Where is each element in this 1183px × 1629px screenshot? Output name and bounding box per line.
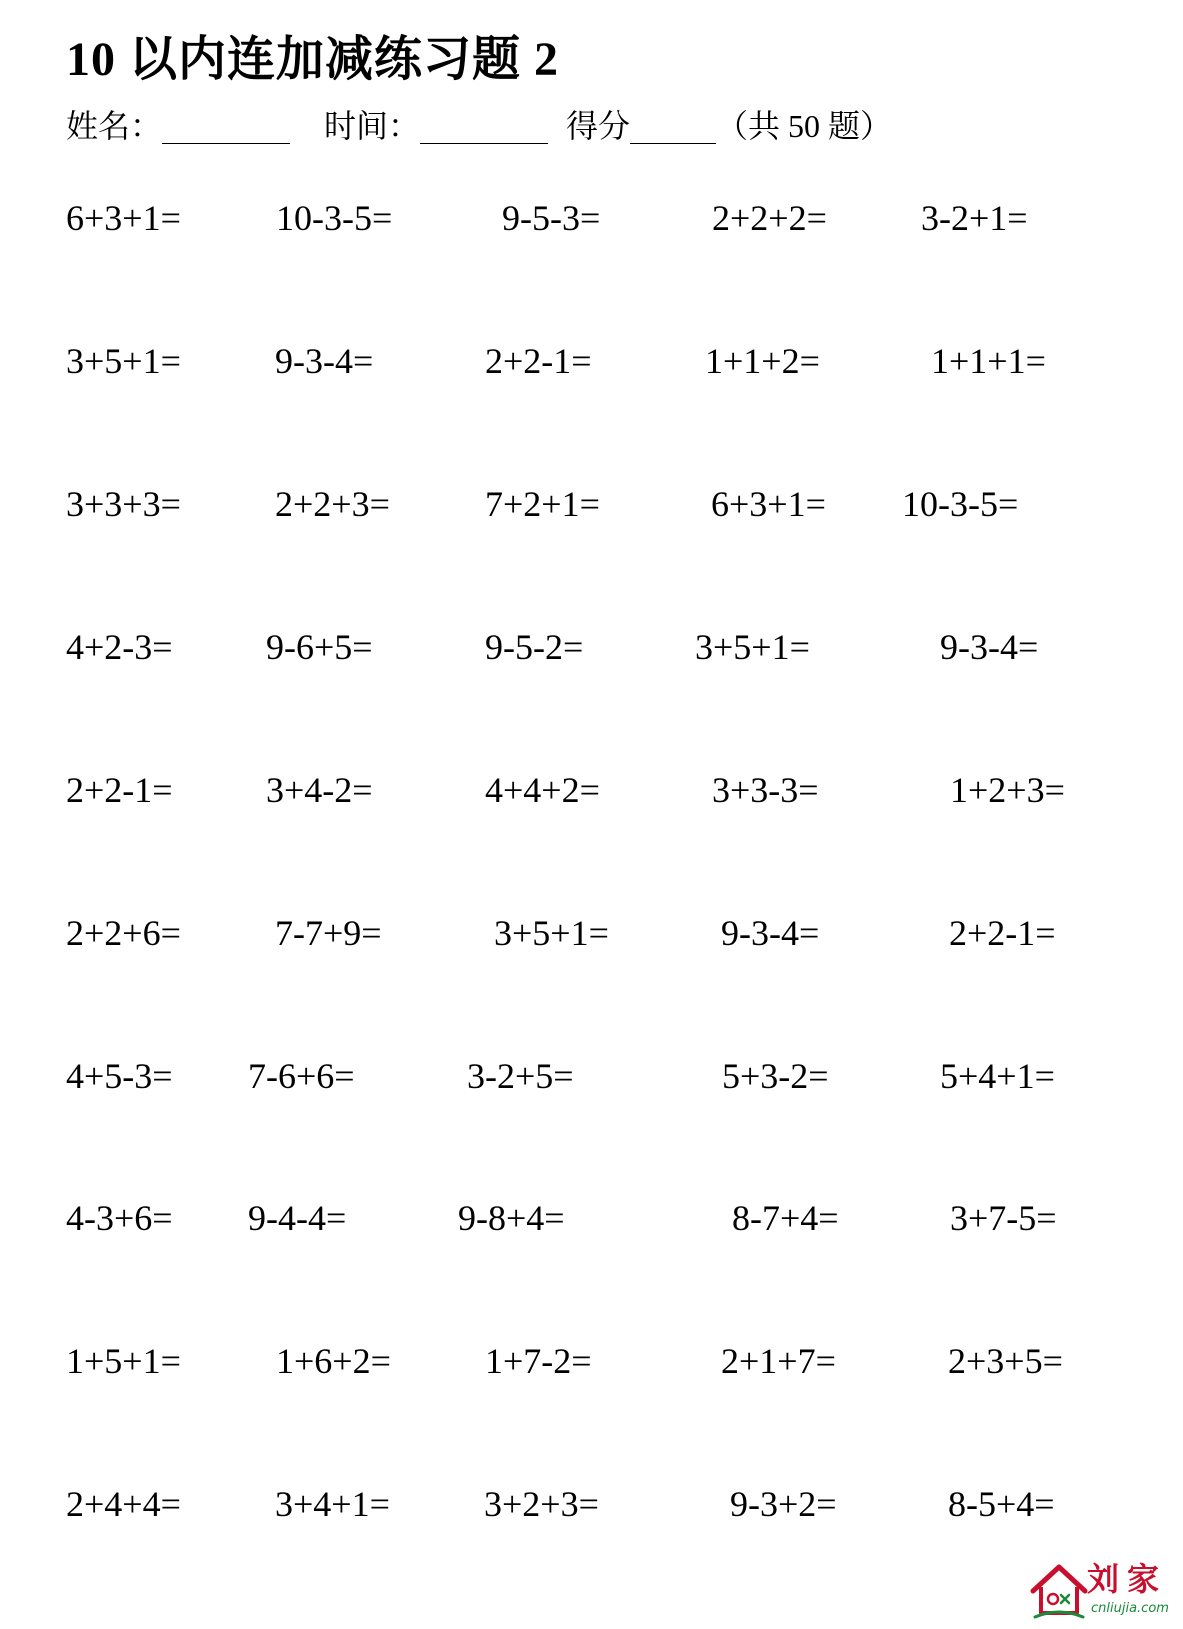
problem-row — [0, 479, 1183, 529]
problem: 3+3-3= — [712, 770, 819, 810]
problem: 1+7-2= — [485, 1341, 592, 1381]
problem: 7+2+1= — [485, 484, 600, 524]
problem: 3+5+1= — [494, 913, 609, 953]
problem: 9-3-4= — [940, 627, 1039, 667]
problem: 10-3-5= — [276, 198, 393, 238]
problem: 6+3+1= — [66, 198, 181, 238]
house-icon — [1029, 1561, 1089, 1623]
problem: 9-8+4= — [458, 1198, 565, 1238]
problem-row — [0, 622, 1183, 672]
problem: 3+4+1= — [275, 1484, 390, 1524]
problem-row — [0, 1479, 1183, 1529]
problem: 4+2-3= — [66, 627, 173, 667]
problem: 1+1+1= — [931, 341, 1046, 381]
problem-row — [0, 193, 1183, 243]
problem: 3+4-2= — [266, 770, 373, 810]
site-logo — [1029, 1559, 1179, 1625]
problem: 6+3+1= — [711, 484, 826, 524]
problem: 3-2+1= — [921, 198, 1028, 238]
problem-row — [0, 765, 1183, 815]
time-label: 时间： — [324, 108, 421, 144]
problem: 10-3-5= — [902, 484, 1019, 524]
problem: 4+5-3= — [66, 1056, 173, 1096]
problem: 9-5-3= — [502, 198, 601, 238]
problem: 3-2+5= — [467, 1056, 574, 1096]
problem: 9-3+2= — [730, 1484, 837, 1524]
problem: 5+4+1= — [940, 1056, 1055, 1096]
problem: 2+1+7= — [721, 1341, 836, 1381]
problem: 2+4+4= — [66, 1484, 181, 1524]
problem: 1+6+2= — [276, 1341, 391, 1381]
problem: 9-5-2= — [485, 627, 584, 667]
problem: 3+3+3= — [66, 484, 181, 524]
problem: 9-3-4= — [275, 341, 374, 381]
score-label: 得分 — [566, 108, 631, 144]
problem: 7-7+9= — [275, 913, 382, 953]
problem-row — [0, 908, 1183, 958]
problem: 3+5+1= — [695, 627, 810, 667]
total-label: （共 50 题） — [716, 108, 893, 144]
problem: 3+7-5= — [950, 1198, 1057, 1238]
problem: 2+2-1= — [949, 913, 1056, 953]
problem: 2+2+2= — [712, 198, 827, 238]
problem: 9-3-4= — [721, 913, 820, 953]
problem: 1+5+1= — [66, 1341, 181, 1381]
problem-row — [0, 1193, 1183, 1243]
problem: 9-4-4= — [248, 1198, 347, 1238]
worksheet-title: 10 以内连加减练习题 2 — [66, 33, 560, 86]
problem: 2+3+5= — [948, 1341, 1063, 1381]
problem-row — [0, 1051, 1183, 1101]
logo-text: 刘家 — [1087, 1560, 1168, 1598]
problem: 8-5+4= — [948, 1484, 1055, 1524]
logo-url: cnliujia.com — [1091, 1601, 1169, 1616]
problem: 3+2+3= — [484, 1484, 599, 1524]
problem: 2+2-1= — [485, 341, 592, 381]
problem: 4-3+6= — [66, 1198, 173, 1238]
problem: 2+2-1= — [66, 770, 173, 810]
problem: 7-6+6= — [248, 1056, 355, 1096]
problem: 9-6+5= — [266, 627, 373, 667]
problem: 8-7+4= — [732, 1198, 839, 1238]
problem: 2+2+6= — [66, 913, 181, 953]
problem-row — [0, 1336, 1183, 1386]
problem: 1+1+2= — [705, 341, 820, 381]
problem: 1+2+3= — [950, 770, 1065, 810]
problem: 3+5+1= — [66, 341, 181, 381]
name-label: 姓名： — [66, 108, 163, 144]
problem-row — [0, 336, 1183, 386]
problem: 5+3-2= — [722, 1056, 829, 1096]
problem: 2+2+3= — [275, 484, 390, 524]
problem: 4+4+2= — [485, 770, 600, 810]
